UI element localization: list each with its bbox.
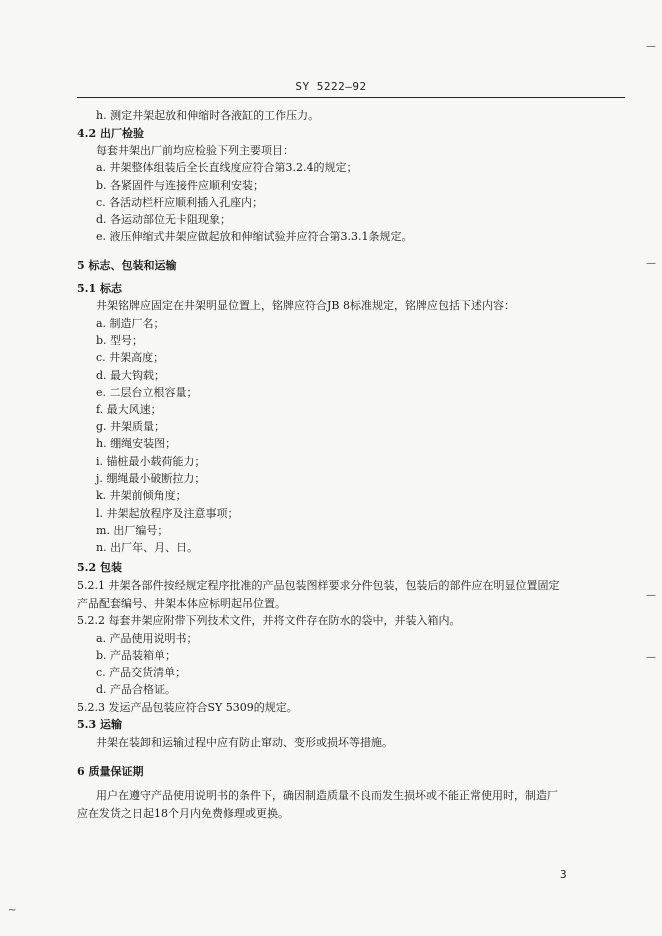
body-text-line: b. 型号； xyxy=(96,334,144,347)
body-text-line: j. 绷绳最小破断拉力； xyxy=(96,472,206,485)
body-text-line: a. 井架整体组装后全长直线度应符合第3.2.4的规定； xyxy=(96,161,358,174)
body-text-line: 井架铭牌应固定在井架明显位置上，铭牌应符合JB 8标准规定，铭牌应包括下述内容： xyxy=(96,299,515,312)
body-text-line: b. 各紧固件与连接件应顺利安装； xyxy=(96,179,265,192)
body-text-line: e. 二层台立根容量； xyxy=(96,386,198,399)
scan-edge-mark: ~ xyxy=(8,905,17,916)
body-text-line: d. 各运动部位无卡阻现象； xyxy=(96,213,232,226)
body-text-line: c. 井架高度； xyxy=(96,351,165,364)
body-text-line: c. 产品交货清单； xyxy=(96,666,187,679)
section-heading: 5.1 标志 xyxy=(77,282,122,295)
scan-edge-mark: — xyxy=(646,41,656,52)
document-code-header: SY 5222—92 xyxy=(295,80,367,93)
body-text-line: 井架在装卸和运输过程中应有防止窜动、变形或损坏等措施。 xyxy=(96,736,393,749)
body-text-line: a. 产品使用说明书； xyxy=(96,632,198,645)
body-text-line: h. 绷绳安装图； xyxy=(96,437,177,450)
body-text-line: 用户在遵守产品使用说明书的条件下，确因制造质量不良而发生损坏或不能正常使用时，制造厂 xyxy=(96,789,558,802)
scan-edge-mark: — xyxy=(646,590,656,601)
section-heading: 6 质量保证期 xyxy=(77,765,144,778)
page-number: 3 xyxy=(560,868,567,881)
body-text-line: 每套井架出厂前均应检验下列主要项目： xyxy=(96,144,294,157)
body-text-line: e. 液压伸缩式井架应做起放和伸缩试验并应符合第3.3.1条规定。 xyxy=(96,230,413,243)
body-text-line: k. 井架前倾角度； xyxy=(96,489,187,502)
body-text-line: 5.2.3 发运产品包装应符合SY 5309的规定。 xyxy=(77,701,298,714)
section-heading: 5 标志、包装和运输 xyxy=(77,259,177,272)
body-text-line: 产品配套编号、井架本体应标明起吊位置。 xyxy=(77,597,286,610)
header-rule xyxy=(77,97,625,98)
body-text-line: g. 井架质量； xyxy=(96,420,166,433)
body-text-line: c. 各活动栏杆应顺利插入孔座内； xyxy=(96,196,264,209)
body-text-line: d. 最大钩载； xyxy=(96,369,166,382)
section-heading: 5.2 包装 xyxy=(77,561,122,574)
body-text-line: b. 产品装箱单； xyxy=(96,649,177,662)
scan-edge-mark: — xyxy=(646,258,656,269)
section-heading: 4.2 出厂检验 xyxy=(77,127,144,140)
body-text-line: n. 出厂年、月、日。 xyxy=(96,541,199,554)
body-text-line: 5.2.2 每套井架应附带下列技术文件，并将文件存在防水的袋中，并装入箱内。 xyxy=(77,614,461,627)
body-text-line: f. 最大风速； xyxy=(96,403,162,416)
body-text-line: 5.2.1 井架各部件按经规定程序批准的产品包装图样要求分件包装，包装后的部件应在明显位置固定 xyxy=(77,579,560,592)
body-text-line: h. 测定井架起放和伸缩时各液缸的工作压力。 xyxy=(96,109,320,122)
body-text-line: a. 制造厂名； xyxy=(96,317,165,330)
body-text-line: i. 锚桩最小载荷能力； xyxy=(96,455,206,468)
scan-edge-mark: — xyxy=(646,652,656,663)
body-text-line: l. 井架起放程序及注意事项； xyxy=(96,507,239,520)
body-text-line: m. 出厂编号； xyxy=(96,524,169,537)
body-text-line: d. 产品合格证。 xyxy=(96,683,177,696)
body-text-line: 应在发货之日起18个月内免费修理或更换。 xyxy=(77,807,289,820)
section-heading: 5.3 运输 xyxy=(77,718,122,731)
